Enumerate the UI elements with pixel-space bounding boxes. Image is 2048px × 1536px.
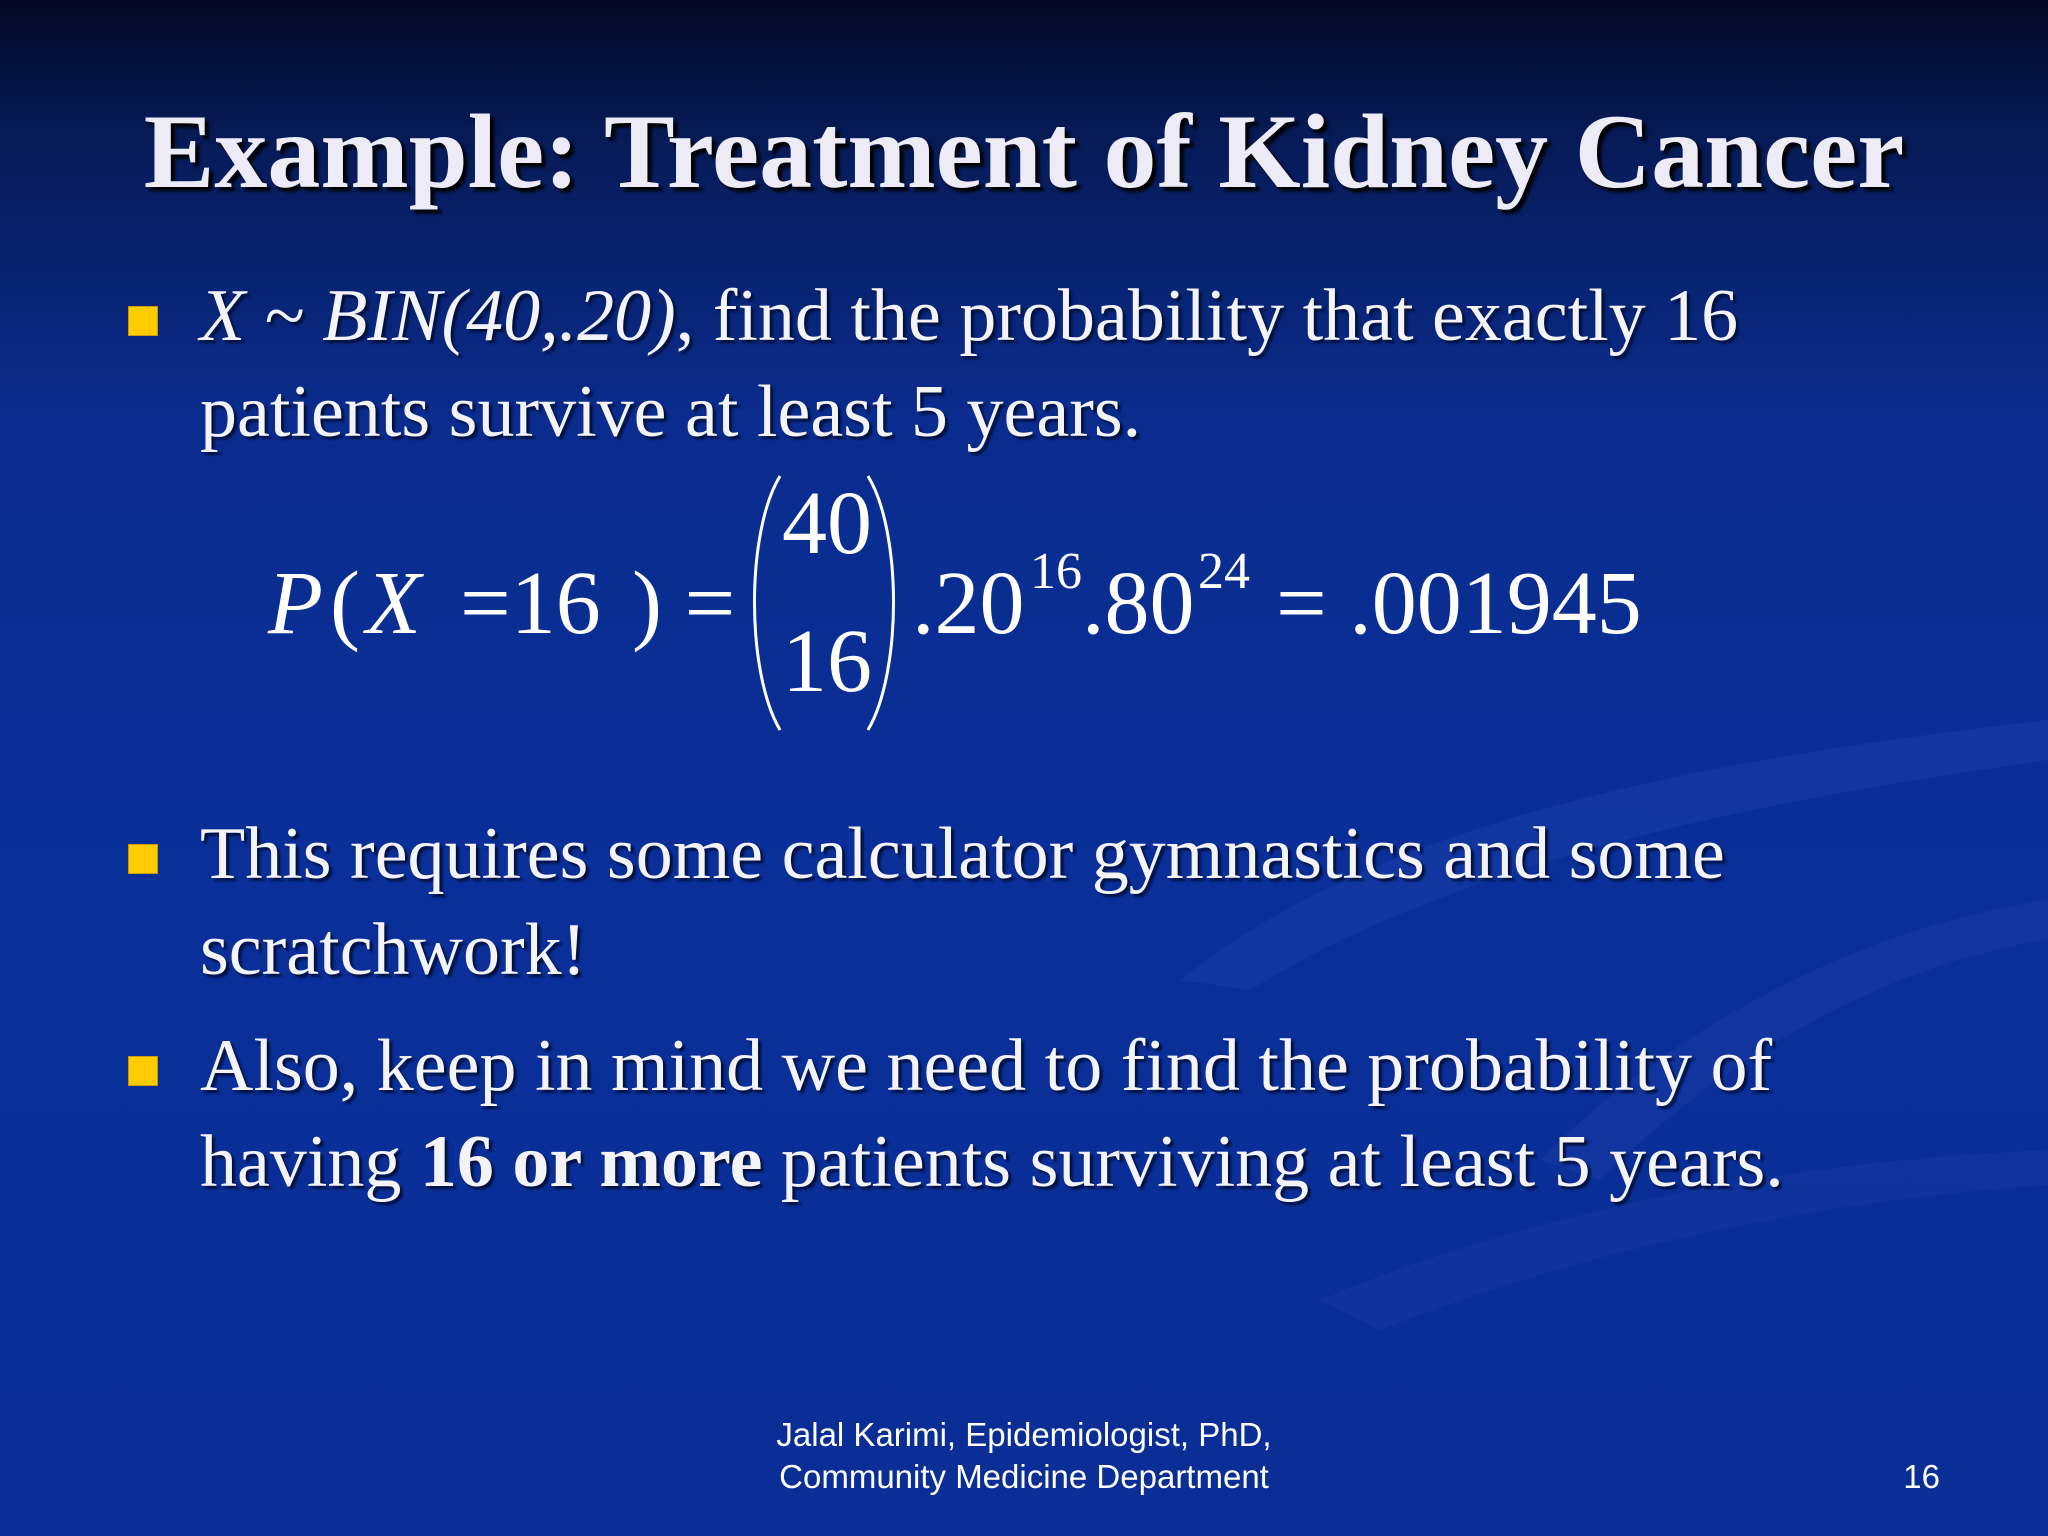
- bullet-square-icon: [128, 1056, 158, 1086]
- cumulative-note-start: Also, keep in mind we need to find the probability of having: [200, 1025, 1773, 1203]
- binom-bottom: 16: [782, 612, 872, 711]
- formula-result: = .001945: [1276, 554, 1642, 653]
- formula-open-paren: (: [330, 554, 360, 653]
- formula-close-eq: ) =: [632, 554, 736, 653]
- bullet-square-icon: [128, 306, 158, 336]
- binom-top: 40: [782, 474, 872, 573]
- formula-p: P: [268, 554, 323, 653]
- question-text: , find the probability that exactly 16 patients survive at least 5 years.: [200, 275, 1739, 453]
- cumulative-note-bold: 16 or more: [419, 1121, 763, 1203]
- footer-author: Jalal Karimi, Epidemiologist, PhD,: [776, 1416, 1272, 1453]
- formula-exp-2: 24: [1198, 543, 1250, 600]
- bullet-binomial-question: [200, 268, 1900, 460]
- formula-base-2: .80: [1082, 554, 1195, 653]
- formula-exp-1: 16: [1030, 543, 1082, 600]
- binomial-formula: [0, 462, 2048, 742]
- bullet-calculator-note: This requires some calculator gymnastics and some scratchwork!: [200, 813, 1725, 991]
- footer-department: Community Medicine Department: [779, 1458, 1269, 1495]
- formula-base-1: .20: [912, 554, 1025, 653]
- formula-x: X: [366, 554, 421, 653]
- bullet-cumulative-note: [200, 1018, 1900, 1210]
- bullet-square-icon: [128, 844, 158, 874]
- binom-right-paren-icon: [862, 472, 912, 734]
- slide-title: Example: Treatment of Kidney Cancer: [143, 93, 1905, 210]
- formula-eq-16: =16: [460, 554, 601, 653]
- cumulative-note-end: patients surviving at least 5 years.: [762, 1121, 1784, 1203]
- binomial-notation: X ~ BIN(40,.20): [200, 275, 676, 357]
- slide-footer: [624, 1414, 1424, 1498]
- page-number: 16: [1903, 1458, 1940, 1495]
- binom-left-paren-icon: [736, 472, 786, 734]
